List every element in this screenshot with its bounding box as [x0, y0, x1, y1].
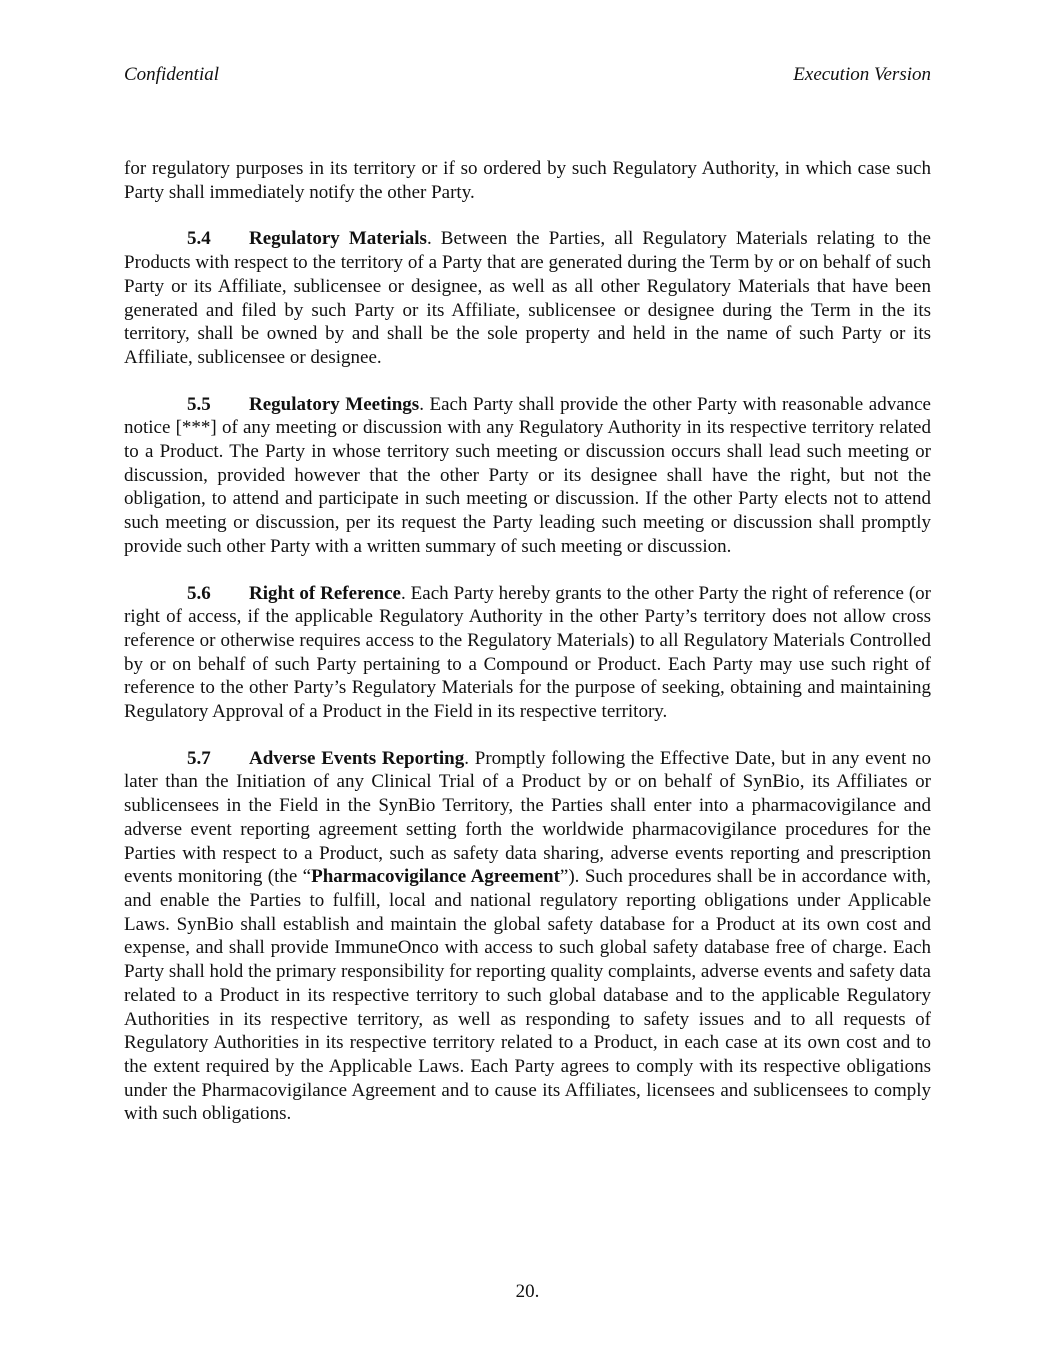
section-number: 5.5 [187, 393, 211, 415]
intro-paragraph: for regulatory purposes in its territory or if so ordered by such Regulatory Authority, in which case such Party shall immediately notify the other Party. [124, 158, 931, 203]
confidential-label: Confidential [124, 64, 219, 85]
section-title: Right of Reference [249, 582, 401, 604]
section-text-before: . Promptly following the Effective Date, but in any event no later than the Initiation of any Clinical Trial of a Product by or on behalf of SynBio, its Affiliates or sublicensees in the Field in the SynBio Territory, the Parties shall enter into a pharmacovigilance and adverse event reporting agreement setting forth the worldwide pharmacovigilance procedures for the Parties with respect to a Product, such as safety data sharing, adverse events reporting and prescription events monitoring (the “ [124, 747, 931, 888]
defined-term: Pharmacovigilance Agreement [311, 866, 560, 888]
section-5-7 [124, 747, 931, 1126]
page-number: 20. [515, 1281, 540, 1302]
document-body [124, 157, 931, 1149]
section-title: Regulatory Materials [249, 228, 427, 250]
section-text: . Between the Parties, all Regulatory Materials relating to the Products with respect to the territory of a Party that are generated during the Term by or on behalf of such Party or its Affiliate, sublicensee or designee, as well as all other Regulatory Materials that have been generated and filed by such Party or its Affiliate, sublicensee or designee during the Term in the its territory, shall be owned by and shall be the sole property and held in the name of such Party or its Affiliate, sublicensee or designee. [124, 228, 931, 368]
section-title: Adverse Events Reporting [249, 747, 465, 769]
section-5-5 [124, 393, 931, 559]
section-text: . Each Party hereby grants to the other Party the right of reference (or right of access, if the applicable Regulatory Authority in the other Party’s territory does not allow cross reference or otherwise requires access to the Regulatory Materials) to all Regulatory Materials Controlled by or on behalf of such Party pertaining to a Compound or Product. Each Party may use such right of reference to the other Party’s Regulatory Materials for the purpose of seeking, obtaining and maintaining Regulatory Approval of a Product in the Field in its respective territory. [124, 582, 932, 723]
execution-version-label: Execution Version [793, 64, 931, 85]
section-5-4 [124, 227, 931, 369]
section-number: 5.4 [187, 228, 211, 250]
section-text-after: ”). Such procedures shall be in accordance with, and enable the Parties to fulfill, local and national regulatory reporting obligations under Applicable Laws. SynBio shall establish and maintain the global safety database for a Product at its own cost and expense, and shall provide ImmuneOnco with access to such global safety database free of charge. Each Party shall hold the primary responsibility for reporting quality complaints, adverse events and safety data related to a Product in its respective territory to such global database and to the applicable Regulatory Authorities in its respective territory, as well as responding to safety issues and to all requests of Regulatory Authorities in its respective territory related to a Product, in each case at its own cost and to the extent required by the Applicable Laws. Each Party agrees to comply with its respective obligations under the Pharmacovigilance Agreement and to cause its Affiliates, licensees and sublicensees to comply with such obligations. [124, 866, 931, 1125]
section-5-6 [124, 582, 931, 724]
section-text: . Each Party shall provide the other Party with reasonable advance notice [***] of any meeting or discussion with any Regulatory Authority in its respective territory related to a Product. The Party in whose territory such meeting or discussion occurs shall lead such meeting or discussion, provided however that the other Party or its designee shall have the right, but not the obligation, to attend and participate in such meeting or discussion. If the other Party elects not to attend such meeting or discussion, per its request the Party leading such meeting or discussion shall promptly provide such other Party with a written summary of such meeting or discussion. [124, 393, 931, 557]
section-title: Regulatory Meetings [249, 393, 420, 415]
section-number: 5.7 [187, 747, 211, 769]
section-number: 5.6 [187, 582, 211, 604]
